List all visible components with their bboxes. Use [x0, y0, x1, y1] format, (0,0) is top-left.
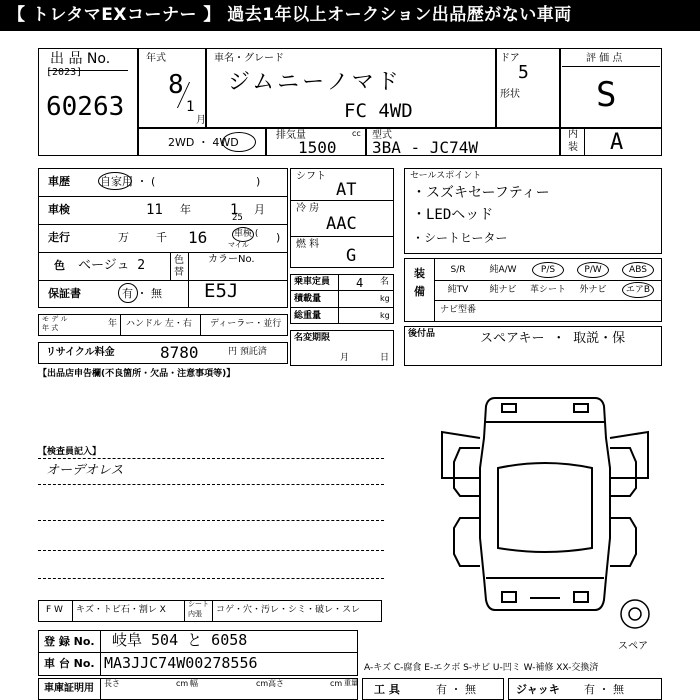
tools-label: 工 具	[374, 683, 400, 696]
name-change-day: 日	[380, 353, 390, 363]
color-value: ベージュ 2	[78, 258, 146, 273]
ac-value: AAC	[326, 214, 357, 234]
cert-field-length: 長さ	[104, 679, 120, 688]
capacity-value: 4	[356, 276, 364, 290]
history-options: 自家用 ・ (	[100, 175, 156, 188]
jack-label: ジャッキ	[516, 683, 560, 696]
mileage-label: 走行	[48, 231, 70, 244]
model-value: ジムニーノマド	[228, 70, 402, 95]
year-value: 8	[168, 70, 184, 100]
sen-label: 千	[156, 231, 167, 244]
color-change-2: 替	[174, 267, 184, 278]
cert-field-width: 幅	[190, 679, 198, 688]
inspector-value: オーデオレス	[46, 463, 124, 478]
drive-label: 2WD ・ 4WD	[168, 136, 239, 149]
warranty-label: 保証書	[48, 287, 81, 300]
color-no-label: カラーNo.	[208, 254, 255, 265]
grade-value: FC 4WD	[344, 100, 413, 122]
legend: A-キズ C-腐食 E-エクボ S-サビ U-凹ミ W-補修 XX-交換済	[364, 663, 599, 673]
inspection-year-unit: 年	[180, 203, 191, 216]
inspection-year: 11	[146, 202, 163, 218]
equip-item: 革シート	[529, 285, 566, 295]
options-value: スペアキー ・ 取説・保	[480, 331, 626, 346]
name-change-unit: 月	[340, 353, 350, 363]
displacement-label: 排気量	[276, 130, 306, 141]
seat-desc: コゲ・穴・汚レ・シミ・破レ・スレ	[216, 605, 361, 615]
mileage-confirm: 車検 (	[234, 229, 259, 239]
shift-label: シフト	[296, 171, 326, 182]
month-unit: 月	[196, 115, 206, 126]
spare-label: スペア	[618, 641, 648, 652]
interior-label-1: 内	[568, 129, 578, 140]
equip-circle	[622, 262, 654, 278]
handle-label: ハンドル 左・右	[126, 319, 192, 329]
cert-field-width-unit: cm	[256, 679, 269, 688]
load-label: 積載量	[294, 294, 322, 304]
sales-point-2: ・LEDヘッド	[412, 207, 494, 223]
model-year-label-2: 年 式	[42, 324, 59, 332]
cert-field-height: 高さ	[268, 679, 284, 688]
type-label: 型式	[372, 130, 392, 141]
fuel-label: 燃 料	[296, 239, 320, 250]
mileage-value: 16	[188, 228, 208, 247]
name-change-label: 名変期限	[294, 333, 331, 343]
warranty-options: 有 ・ 無	[122, 287, 162, 300]
year-tag: [2023]	[46, 67, 83, 78]
model-year-unit: 年	[108, 319, 118, 329]
gross-unit: kg	[380, 311, 390, 320]
reg-label: 登 録 No.	[44, 635, 95, 648]
equip-label-1: 装	[414, 267, 425, 280]
page-banner: 【 トレタマEXコーナー 】 過去1年以上オークション出品歴がない車両	[0, 0, 700, 31]
equip-item: S/R	[450, 265, 466, 275]
recycle-value: 8780	[160, 343, 199, 362]
equip-item: 純ナビ	[489, 285, 517, 295]
score-label: 評 価 点	[586, 53, 623, 64]
car-diagram	[420, 378, 670, 638]
history-close: )	[256, 175, 261, 188]
cert-label: 車庫証明用	[44, 683, 94, 694]
inspection-month: 1	[230, 202, 239, 218]
mileage-circle	[232, 227, 254, 242]
color-change-1: 色	[174, 255, 184, 266]
equip-label-2: 備	[414, 285, 425, 298]
lot-label: 出 品 No.	[50, 51, 111, 67]
door-label: ドア	[500, 53, 520, 64]
report-label: 【出品店申告欄(不良箇所・欠品・注意事項等)】	[38, 369, 236, 379]
equip-item: 外ナビ	[579, 285, 607, 295]
sales-point-3: ・シートヒーター	[412, 231, 508, 245]
equip-item: エアB	[625, 285, 651, 295]
man-label: 万	[118, 231, 129, 244]
gross-label: 総重量	[294, 311, 322, 321]
dealer-label: ディーラー・並行	[210, 319, 282, 329]
chassis-label: 車 台 No.	[44, 657, 95, 670]
cert-field-weight: 重量	[344, 679, 358, 687]
equip-item: 純TV	[447, 285, 469, 295]
equip-item: ABS	[629, 265, 647, 275]
equip-circle	[622, 282, 654, 298]
recycle-label: リサイクル料金	[46, 347, 115, 358]
capacity-unit: 名	[380, 277, 390, 287]
equip-item: P/W	[584, 265, 602, 275]
inspection-label: 車検	[48, 203, 70, 216]
ac-label: 冷 房	[296, 203, 320, 214]
inspection-month-unit: 月	[254, 203, 265, 216]
cert-field-height-unit: cm	[330, 679, 343, 688]
reg-value: 岐阜 504 と 6058	[112, 631, 248, 649]
inspection-day: 25	[232, 213, 243, 223]
seat-label-1: シート	[188, 600, 209, 608]
history-circle	[98, 172, 132, 190]
tools-options: 有 ・ 無	[436, 683, 476, 696]
drive-circle	[222, 132, 256, 152]
sales-point-1: ・スズキセーフティー	[412, 185, 550, 201]
equip-circle	[532, 262, 564, 278]
navi-label: ナビ型番	[440, 305, 477, 315]
score-value: S	[596, 75, 617, 115]
options-label: 後付品	[408, 329, 436, 339]
shift-value: AT	[336, 180, 357, 200]
sales-label: セールスポイント	[410, 171, 482, 181]
inspector-label: 【検査員記入】	[38, 447, 102, 457]
model-label: 車名・グレード	[214, 53, 284, 64]
mile-label: マイル	[228, 241, 249, 249]
mileage-close: )	[276, 231, 281, 244]
displacement-value: 1500	[298, 138, 337, 157]
equip-item: P/S	[540, 265, 556, 275]
fw-label: F W	[46, 605, 63, 615]
model-year-label-1: モ デ ル	[42, 315, 68, 323]
recycle-unit: 円 預託済	[228, 347, 267, 357]
seat-label-2: 内張	[188, 610, 202, 618]
jack-options: 有 ・ 無	[584, 683, 624, 696]
color-label: 色	[54, 259, 65, 272]
cc-label: cc	[352, 129, 361, 138]
interior-value: A	[610, 130, 624, 155]
equip-item: 純A/W	[489, 265, 517, 275]
chassis-value: MA3JJC74W00278556	[104, 654, 258, 672]
fuel-value: G	[346, 246, 357, 266]
equip-circle	[577, 262, 609, 278]
cert-field-length-unit: cm	[176, 679, 189, 688]
warranty-circle	[118, 283, 138, 303]
shape-label: 形状	[500, 89, 520, 100]
nenshiki-label: 年式	[146, 53, 166, 64]
capacity-label: 乗車定員	[294, 277, 331, 287]
load-unit: kg	[380, 294, 390, 303]
door-value: 5	[518, 62, 529, 83]
history-label: 車歴	[48, 175, 70, 188]
interior-label-2: 装	[568, 142, 578, 153]
fw-desc: キズ・トビ石・割レ X	[76, 605, 166, 615]
color-no-value: E5J	[204, 280, 239, 302]
month-value: 1	[186, 99, 195, 115]
type-value: 3BA - JC74W	[372, 138, 478, 157]
lot-number: 60263	[46, 92, 125, 122]
